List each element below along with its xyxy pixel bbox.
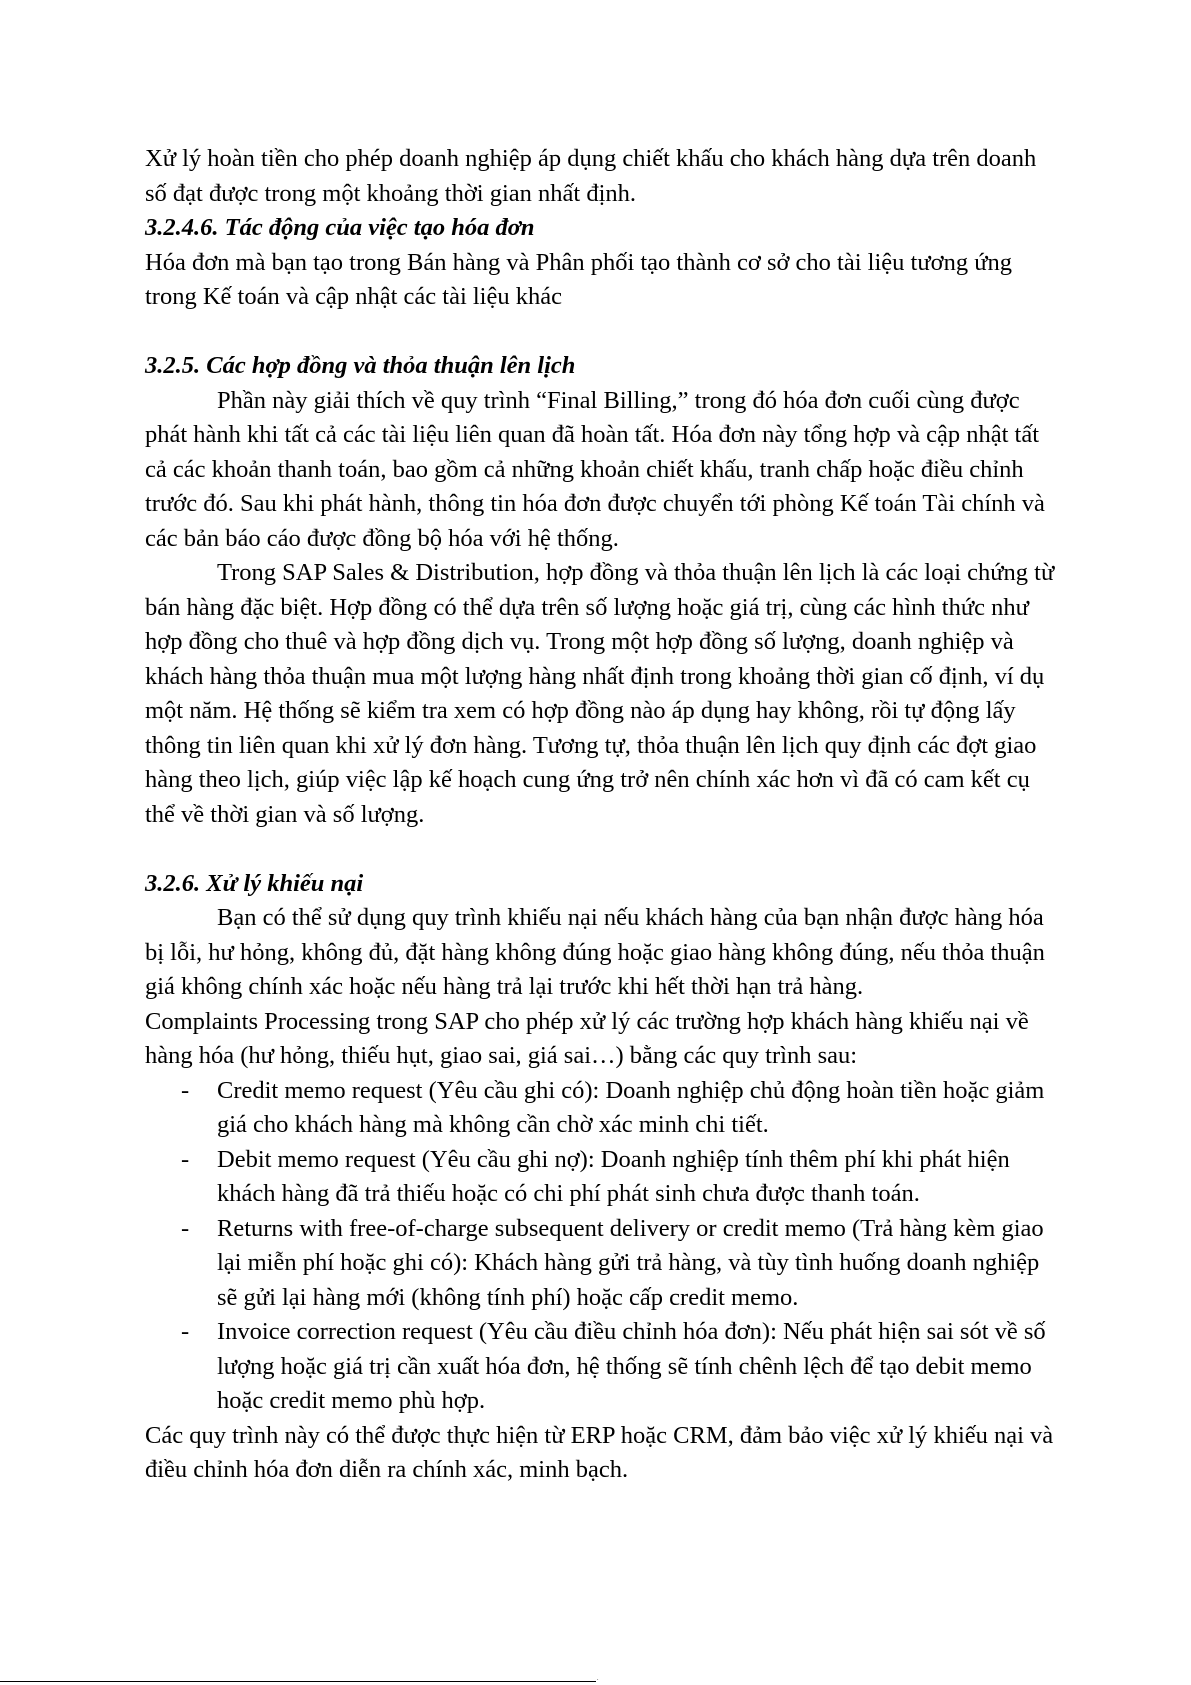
list-dash: -: [181, 1145, 190, 1173]
list-item: [145, 1143, 1060, 1212]
list-dash: -: [181, 1318, 190, 1345]
paragraph-complaints-intro: Bạn có thể sử dụng quy trình khiếu nại nếu khách hàng của bạn nhận được hàng hóa bị lỗi, hư hỏng, không đủ, đặt hàng không đúng hoặc giao hàng không đúng, nếu thỏa thuận giá không chính xác hoặc nếu hàng trả lại trước khi hết thời hạn trả hàng.: [145, 904, 1045, 1000]
paragraph-3-2-4-6: Hóa đơn mà bạn tạo trong Bán hàng và Phân phối tạo thành cơ sở cho tài liệu tương ứng trong Kế toán và cập nhật các tài liệu khác: [145, 248, 1012, 310]
list-item-text: Credit memo request (Yêu cầu ghi có): Doanh nghiệp chủ động hoàn tiền hoặc giảm giá cho khách hàng mà không cần chờ xác minh chi tiết.: [217, 1076, 1045, 1138]
spacer: [145, 832, 1060, 867]
list-dash: -: [181, 1214, 190, 1242]
closing-paragraph: Các quy trình này có thể được thực hiện từ ERP hoặc CRM, đảm bảo việc xử lý khiếu nại và điều chỉnh hóa đơn diễn ra chính xác, minh bạch.: [145, 1421, 1054, 1483]
list-item: [145, 1212, 1060, 1316]
list-item-text: Returns with free-of-charge subsequent delivery or credit memo (Trả hàng kèm giao lại miễn phí hoặc ghi có): Khách hàng gửi trả hàng, và tùy tình huống doanh nghiệp sẽ gửi lại hàng mới (không tính phí) hoặc cấp credit memo.: [217, 1214, 1044, 1311]
paragraph-complaints-processing: Complaints Processing trong SAP cho phép xử lý các trường hợp khách hàng khiếu nại về hàng hóa (hư hỏng, thiếu hụt, giao sai, giá sai…) bằng các quy trình sau:: [145, 1007, 1029, 1069]
list-item: [145, 1074, 1060, 1143]
list-item: [145, 1315, 1060, 1419]
footer-divider: [0, 1681, 596, 1682]
heading-3-2-4-6: 3.2.4.6. Tác động của việc tạo hóa đơn: [145, 214, 535, 241]
spacer: [145, 315, 1060, 350]
complaints-process-list: [145, 1074, 1060, 1419]
intro-paragraph: Xử lý hoàn tiền cho phép doanh nghiệp áp dụng chiết khấu cho khách hàng dựa trên doanh số đạt được trong một khoảng thời gian nhất định.: [145, 145, 1037, 207]
heading-3-2-6: 3.2.6. Xử lý khiếu nại: [145, 869, 364, 897]
list-dash: -: [181, 1076, 190, 1104]
list-item-text: Debit memo request (Yêu cầu ghi nợ): Doanh nghiệp tính thêm phí khi phát hiện khách hàng đã trả thiếu hoặc có chi phí phát sinh chưa được thanh toán.: [217, 1145, 1010, 1207]
paragraph-contracts: Trong SAP Sales & Distribution, hợp đồng và thỏa thuận lên lịch là các loại chứng từ bán hàng đặc biệt. Hợp đồng có thể dựa trên số lượng hoặc giá trị, cùng các hình thức như hợp đồng cho thuê và hợp đồng dịch vụ. Trong một hợp đồng số lượng, doanh nghiệp và khách hàng thỏa thuận mua một lượng hàng nhất định trong khoảng thời gian cố định, ví dụ một năm. Hệ thống sẽ kiểm tra xem có hợp đồng nào áp dụng hay không, rồi tự động lấy thông tin liên quan khi xử lý đơn hàng. Tương tự, thỏa thuận lên lịch quy định các đợt giao hàng theo lịch, giúp việc lập kế hoạch cung ứng trở nên chính xác hơn vì đã có cam kết cụ thể về thời gian và số lượng.: [145, 559, 1055, 828]
list-item-text: Invoice correction request (Yêu cầu điều chỉnh hóa đơn): Nếu phát hiện sai sót về số lượng hoặc giá trị cần xuất hóa đơn, hệ thống sẽ tính chênh lệch để tạo debit memo hoặc credit memo phù hợp.: [217, 1318, 1046, 1414]
heading-3-2-5: 3.2.5. Các hợp đồng và thỏa thuận lên lịch: [145, 352, 576, 379]
document-page: [145, 142, 1060, 1488]
paragraph-final-billing: Phần này giải thích về quy trình “Final Billing,” trong đó hóa đơn cuối cùng được phát hành khi tất cả các tài liệu liên quan đã hoàn tất. Hóa đơn này tổng hợp và cập nhật tất cả các khoản thanh toán, bao gồm cả những khoản chiết khấu, tranh chấp hoặc điều chỉnh trước đó. Sau khi phát hành, thông tin hóa đơn được chuyển tới phòng Kế toán Tài chính và các bản báo cáo được đồng bộ hóa với hệ thống.: [145, 386, 1045, 552]
page-mark: .: [597, 1676, 599, 1682]
